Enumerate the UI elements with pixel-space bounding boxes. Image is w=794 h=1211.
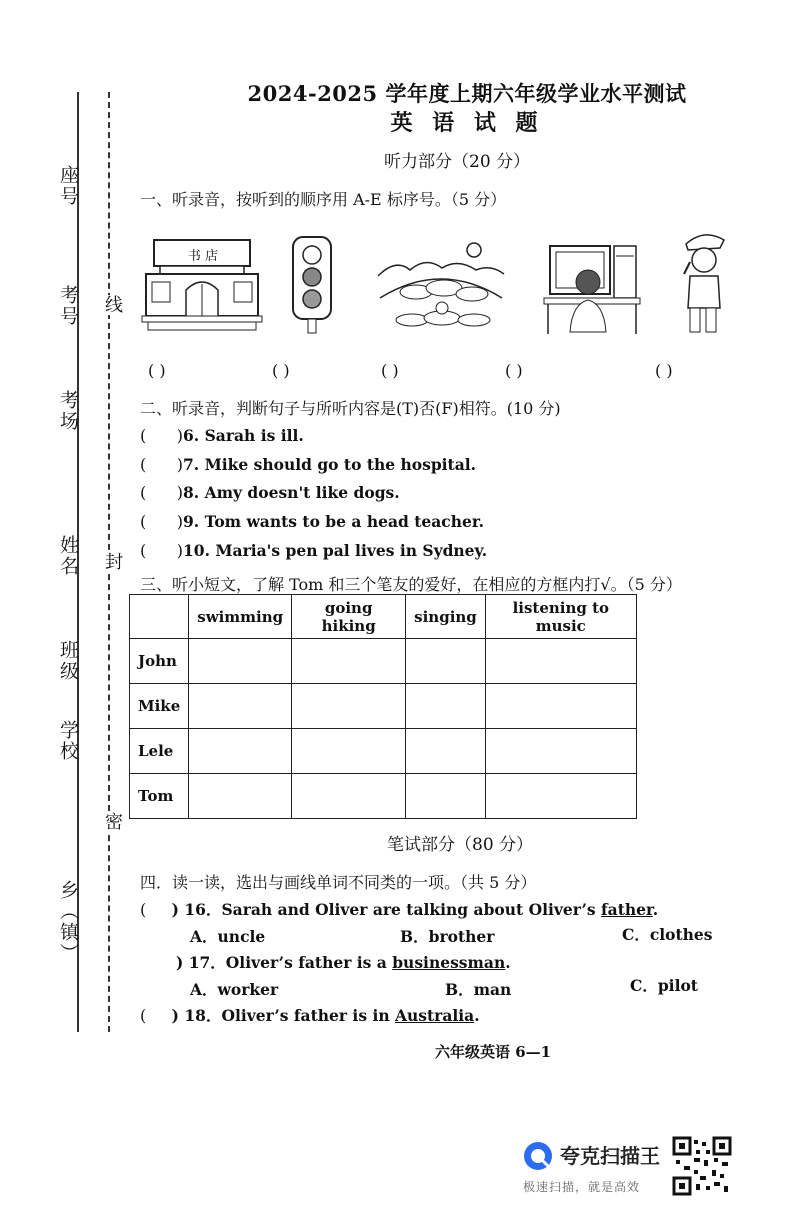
q17-option-b[interactable]: B．man: [445, 980, 512, 999]
picture2-answer-blank[interactable]: ( ): [272, 361, 290, 380]
seat-label: 座号: [57, 165, 79, 207]
room-label: 考场: [57, 390, 79, 432]
section1-heading: 一、听录音，按听到的顺序用 A-E 标序号。（5 分）: [140, 190, 507, 209]
col-header-going-hiking: going hiking: [292, 595, 406, 639]
question-16: ( ) 16．Sarah and Oliver are talking about Oliver’s father.: [140, 900, 659, 919]
section2-heading: 二、听录音，判断句子与所听内容是(T)否(F)相符。(10 分): [140, 399, 561, 418]
page-subtitle: 英 语 试 题: [390, 110, 544, 136]
check-cell[interactable]: [189, 684, 292, 729]
hobby-table: [129, 594, 637, 819]
picture3-answer-blank[interactable]: ( ): [381, 361, 399, 380]
writing-part-heading: 笔试部分（80 分）: [387, 835, 534, 855]
check-cell[interactable]: [292, 774, 406, 819]
tf-item-6: ( )6. Sarah is ill.: [140, 426, 304, 445]
answer-blank[interactable]: (: [140, 900, 172, 919]
check-cell[interactable]: [292, 639, 406, 684]
tf-blank[interactable]: ( ): [140, 483, 183, 502]
underlined-word: Australia: [395, 1006, 475, 1025]
food-table-picture: [376, 240, 506, 335]
check-cell[interactable]: [189, 774, 292, 819]
seal-line-label: 线: [99, 295, 125, 315]
brand-name: 夸克扫描王: [560, 1144, 660, 1168]
row-header-lele: Lele: [130, 729, 189, 774]
class-label: 班级: [57, 640, 79, 682]
scanner-watermark: [520, 1136, 740, 1198]
page-title: 2024-2025 学年度上期六年级学业水平测试: [247, 81, 687, 106]
tf-blank[interactable]: ( ): [140, 512, 183, 531]
tf-item-9: ( )9. Tom wants to be a head teacher.: [140, 512, 485, 531]
school-label: 学校: [57, 720, 79, 762]
check-cell[interactable]: [485, 684, 636, 729]
question-18: ( ) 18．Oliver’s father is in Australia.: [140, 1006, 480, 1025]
col-header-singing: singing: [406, 595, 486, 639]
seal-mi-label: 密: [99, 812, 125, 832]
tf-item-7: ( )7. Mike should go to the hospital.: [140, 455, 477, 474]
check-cell[interactable]: [406, 729, 486, 774]
tf-blank[interactable]: ( ): [140, 455, 183, 474]
tf-blank[interactable]: ( ): [140, 541, 183, 560]
tf-item-8: ( )8. Amy doesn't like dogs.: [140, 483, 400, 502]
page-number: 六年级英语 6—1: [435, 1043, 552, 1061]
col-header-swimming: swimming: [189, 595, 292, 639]
col-header-listening-to-music: listening to music: [485, 595, 636, 639]
check-cell[interactable]: [189, 639, 292, 684]
question-17: ) 17．Oliver’s father is a businessman.: [176, 953, 511, 972]
check-cell[interactable]: [485, 639, 636, 684]
seal-feng-label: 封: [99, 552, 125, 572]
check-cell[interactable]: [189, 729, 292, 774]
police-officer-picture: [676, 228, 731, 336]
check-cell[interactable]: [292, 684, 406, 729]
row-header-john: John: [130, 639, 189, 684]
row-header-tom: Tom: [130, 774, 189, 819]
section4-heading: 四．读一读，选出与画线单词不同类的一项。（共 5 分）: [140, 873, 537, 892]
q17-option-a[interactable]: A．worker: [190, 980, 279, 999]
town-label: 乡（镇）: [57, 880, 79, 964]
check-cell[interactable]: [485, 774, 636, 819]
traffic-light-picture: [290, 235, 335, 335]
underlined-word: businessman: [392, 953, 506, 972]
section3-heading: 三、听小短文，了解 Tom 和三个笔友的爱好，在相应的方框内打√。（5 分）: [140, 575, 682, 594]
qr-code-icon[interactable]: [672, 1136, 732, 1196]
q16-option-c[interactable]: C．clothes: [622, 925, 713, 944]
brand-logo-icon: [522, 1140, 554, 1172]
row-header-mike: Mike: [130, 684, 189, 729]
underlined-word: father: [600, 900, 653, 919]
check-cell[interactable]: [406, 639, 486, 684]
binding-margin: [0, 0, 125, 1211]
brand-slogan: 极速扫描，就是高效: [523, 1180, 641, 1194]
answer-blank[interactable]: (: [140, 1006, 172, 1025]
q16-option-b[interactable]: B．brother: [400, 927, 495, 946]
bookstore-picture: [140, 238, 265, 333]
listening-part-heading: 听力部分（20 分）: [384, 152, 531, 172]
tf-blank[interactable]: ( ): [140, 426, 183, 445]
exam-no-label: 考号: [57, 285, 79, 327]
q17-option-c[interactable]: C．pilot: [630, 976, 698, 995]
computer-picture: [542, 242, 642, 337]
tf-item-10: ( )10. Maria's pen pal lives in Sydney.: [140, 541, 488, 560]
table-corner-cell: [130, 595, 189, 639]
q16-option-a[interactable]: A．uncle: [190, 927, 266, 946]
check-cell[interactable]: [292, 729, 406, 774]
picture5-answer-blank[interactable]: ( ): [655, 361, 673, 380]
bookstore-sign: 书 店: [187, 249, 219, 264]
check-cell[interactable]: [485, 729, 636, 774]
picture4-answer-blank[interactable]: ( ): [505, 361, 523, 380]
name-label: 姓名: [57, 535, 79, 577]
check-cell[interactable]: [406, 684, 486, 729]
picture1-answer-blank[interactable]: ( ): [148, 361, 166, 380]
check-cell[interactable]: [406, 774, 486, 819]
